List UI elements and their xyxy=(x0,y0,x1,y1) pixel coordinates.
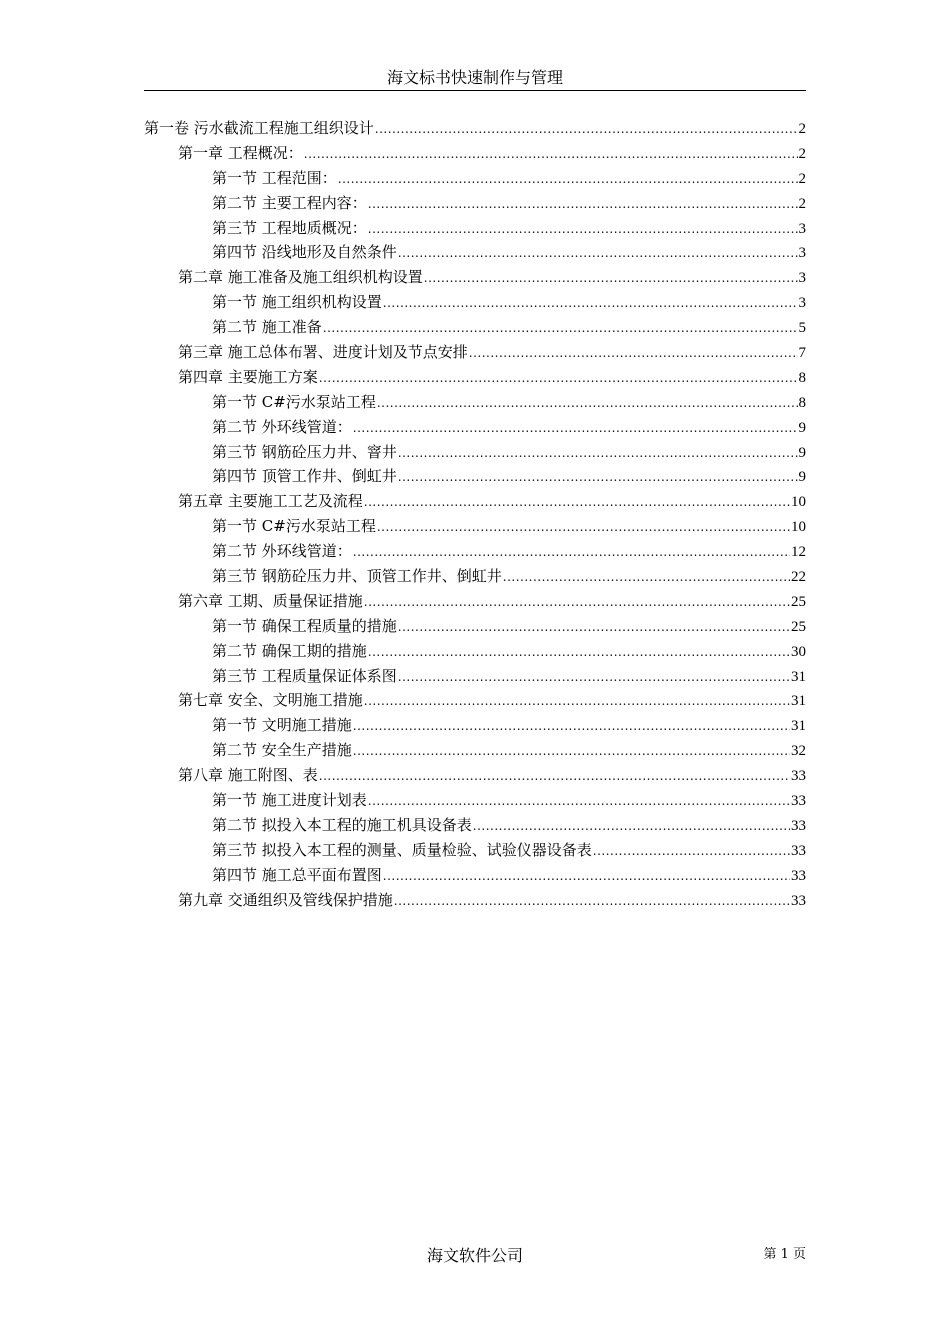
toc-entry-title: 第一节 C#污水泵站工程 xyxy=(212,392,376,411)
toc-entry-page: 10 xyxy=(791,519,806,536)
toc-entry-title: 第三节 拟投入本工程的测量、质量检验、试验仪器设备表 xyxy=(212,840,592,859)
toc-entry-title: 第二章 施工准备及施工组织机构设置 xyxy=(178,268,423,287)
toc-dot-leader xyxy=(364,590,790,614)
toc-entry-title: 第二节 主要工程内容： xyxy=(212,193,367,212)
toc-entry[interactable] xyxy=(144,166,806,191)
toc-entry-page: 7 xyxy=(798,345,806,362)
toc-entry-title: 第一节 施工进度计划表 xyxy=(212,791,367,810)
toc-entry[interactable] xyxy=(144,539,806,564)
toc-entry-page: 3 xyxy=(798,295,806,312)
toc-entry[interactable] xyxy=(144,141,806,166)
toc-entry[interactable] xyxy=(144,191,806,216)
toc-entry-page: 2 xyxy=(798,145,806,162)
footer-page-number: 第 1 页 xyxy=(763,1247,806,1262)
toc-entry-page: 8 xyxy=(798,394,806,411)
toc-dot-leader xyxy=(377,391,798,415)
toc-entry-page: 33 xyxy=(791,817,806,834)
toc-dot-leader xyxy=(368,789,790,813)
toc-dot-leader xyxy=(473,814,790,838)
toc-entry-page: 30 xyxy=(791,643,806,660)
page-header-title: 海文标书快速制作与管理 xyxy=(386,68,563,87)
toc-entry-page: 31 xyxy=(791,718,806,735)
toc-entry[interactable] xyxy=(144,514,806,539)
toc-entry-page: 33 xyxy=(791,867,806,884)
toc-dot-leader xyxy=(353,714,790,738)
toc-entry-page: 22 xyxy=(791,569,806,586)
toc-entry-page: 9 xyxy=(798,419,806,436)
toc-entry-title: 第一章 工程概况： xyxy=(178,143,303,162)
table-of-contents xyxy=(144,116,806,913)
toc-dot-leader xyxy=(383,291,798,315)
toc-dot-leader xyxy=(398,241,798,265)
toc-entry[interactable] xyxy=(144,639,806,664)
toc-entry-title: 第四章 主要施工方案 xyxy=(178,367,318,386)
toc-dot-leader xyxy=(353,739,790,763)
toc-entry-title: 第二节 外环线管道： xyxy=(212,542,352,561)
toc-entry-title: 第四节 施工总平面布置图 xyxy=(212,865,382,884)
toc-entry-title: 第一节 施工组织机构设置 xyxy=(212,293,382,312)
toc-dot-leader xyxy=(377,515,790,539)
toc-entry-title: 第一节 文明施工措施 xyxy=(212,716,352,735)
toc-entry[interactable] xyxy=(144,390,806,415)
toc-entry[interactable] xyxy=(144,763,806,788)
toc-entry-page: 2 xyxy=(798,195,806,212)
toc-entry[interactable] xyxy=(144,713,806,738)
toc-entry-title: 第三章 施工总体布署、进度计划及节点安排 xyxy=(178,343,468,362)
toc-entry[interactable] xyxy=(144,564,806,589)
toc-entry-page: 12 xyxy=(791,544,806,561)
toc-entry-title: 第一节 工程范围： xyxy=(212,168,337,187)
toc-entry[interactable] xyxy=(144,614,806,639)
toc-dot-leader xyxy=(304,142,798,166)
toc-entry[interactable] xyxy=(144,838,806,863)
toc-dot-leader xyxy=(323,316,798,340)
toc-entry[interactable] xyxy=(144,365,806,390)
toc-entry-title: 第一卷 污水截流工程施工组织设计 xyxy=(144,119,374,137)
toc-entry[interactable] xyxy=(144,240,806,265)
toc-entry-title: 第七章 安全、文明施工措施 xyxy=(178,691,363,710)
toc-entry-title: 第二节 拟投入本工程的施工机具设备表 xyxy=(212,815,472,834)
toc-entry-title: 第二节 安全生产措施 xyxy=(212,741,352,760)
toc-entry[interactable] xyxy=(144,788,806,813)
toc-dot-leader xyxy=(368,217,798,241)
toc-entry-title: 第一节 C#污水泵站工程 xyxy=(212,517,376,536)
toc-entry-title: 第四节 沿线地形及自然条件 xyxy=(212,243,397,262)
toc-entry[interactable] xyxy=(144,315,806,340)
toc-entry[interactable] xyxy=(144,888,806,913)
toc-entry-title: 第三节 钢筋砼压力井、窨井 xyxy=(212,442,397,461)
footer-company: 海文软件公司 xyxy=(426,1246,523,1265)
toc-entry-title: 第一节 确保工程质量的措施 xyxy=(212,616,397,635)
toc-entry[interactable] xyxy=(144,738,806,763)
toc-entry-page: 32 xyxy=(791,743,806,760)
toc-entry[interactable] xyxy=(144,415,806,440)
toc-entry[interactable] xyxy=(144,813,806,838)
toc-dot-leader xyxy=(398,465,798,489)
toc-dot-leader xyxy=(424,266,798,290)
toc-entry-page: 33 xyxy=(791,842,806,859)
toc-entry-page: 9 xyxy=(798,469,806,486)
toc-entry-title: 第四节 顶管工作井、倒虹井 xyxy=(212,467,397,486)
toc-entry-page: 31 xyxy=(791,693,806,710)
toc-entry[interactable] xyxy=(144,863,806,888)
toc-entry[interactable] xyxy=(144,440,806,465)
header-divider xyxy=(144,90,806,91)
toc-dot-leader xyxy=(503,565,790,589)
toc-dot-leader xyxy=(375,117,798,141)
toc-entry[interactable] xyxy=(144,589,806,614)
toc-entry-title: 第二节 施工准备 xyxy=(212,318,322,337)
toc-entry[interactable] xyxy=(144,340,806,365)
toc-dot-leader xyxy=(593,839,790,863)
toc-entry-page: 9 xyxy=(798,444,806,461)
toc-entry-page: 3 xyxy=(798,245,806,262)
toc-entry-page: 10 xyxy=(791,494,806,511)
toc-dot-leader xyxy=(398,665,790,689)
toc-entry[interactable] xyxy=(144,290,806,315)
toc-entry-title: 第三节 钢筋砼压力井、顶管工作井、倒虹井 xyxy=(212,567,502,586)
toc-entry-page: 2 xyxy=(798,121,806,137)
toc-dot-leader xyxy=(394,889,790,913)
toc-entry[interactable] xyxy=(144,688,806,713)
toc-dot-leader xyxy=(338,167,798,191)
toc-entry-page: 33 xyxy=(791,768,806,785)
toc-entry[interactable] xyxy=(144,664,806,689)
toc-entry[interactable] xyxy=(144,464,806,489)
toc-entry-page: 33 xyxy=(791,793,806,810)
toc-dot-leader xyxy=(319,366,798,390)
toc-entry-title: 第三节 工程地质概况： xyxy=(212,218,367,237)
toc-entry-title: 第六章 工期、质量保证措施 xyxy=(178,591,363,610)
toc-entry-title: 第八章 施工附图、表 xyxy=(178,766,318,785)
toc-entry[interactable] xyxy=(144,265,806,290)
toc-dot-leader xyxy=(364,689,790,713)
toc-dot-leader xyxy=(353,416,798,440)
toc-entry-title: 第二节 外环线管道： xyxy=(212,417,352,436)
toc-entry-page: 3 xyxy=(798,220,806,237)
toc-entry-page: 25 xyxy=(791,593,806,610)
toc-entry-page: 25 xyxy=(791,618,806,635)
toc-dot-leader xyxy=(398,615,790,639)
toc-dot-leader xyxy=(353,540,790,564)
toc-dot-leader xyxy=(368,640,790,664)
toc-entry-page: 3 xyxy=(798,270,806,287)
toc-entry-title: 第九章 交通组织及管线保护措施 xyxy=(178,890,393,909)
toc-entry[interactable] xyxy=(144,489,806,514)
toc-entry[interactable] xyxy=(144,116,806,141)
toc-entry-title: 第二节 确保工期的措施 xyxy=(212,641,367,660)
toc-entry-title: 第五章 主要施工工艺及流程 xyxy=(178,492,363,511)
toc-dot-leader xyxy=(364,490,790,514)
toc-entry-page: 31 xyxy=(791,668,806,685)
toc-entry-title: 第三节 工程质量保证体系图 xyxy=(212,666,397,685)
toc-dot-leader xyxy=(319,764,790,788)
toc-entry-page: 33 xyxy=(791,892,806,909)
toc-dot-leader xyxy=(383,864,790,888)
toc-dot-leader xyxy=(469,341,798,365)
toc-entry-page: 2 xyxy=(798,170,806,187)
toc-dot-leader xyxy=(368,192,798,216)
toc-entry-page: 8 xyxy=(798,369,806,386)
toc-dot-leader xyxy=(398,441,798,465)
toc-entry-page: 5 xyxy=(798,320,806,337)
toc-entry[interactable] xyxy=(144,216,806,241)
